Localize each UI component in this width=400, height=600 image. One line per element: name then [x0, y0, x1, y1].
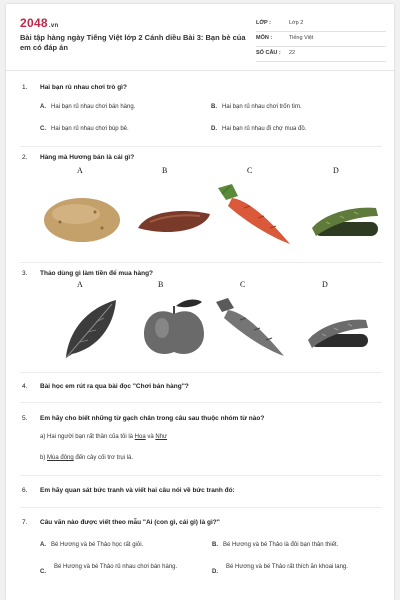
sentence-text: và — [145, 434, 156, 440]
sweet-potato-image[interactable] — [134, 204, 214, 240]
document-title: Bài tập hàng ngày Tiếng Việt lớp 2 Cánh diều Bài 3: Bạn bè của em có đáp án — [20, 33, 246, 52]
carrot-image[interactable] — [214, 182, 294, 248]
meta-row-subject — [256, 32, 386, 47]
meta-value: 22 — [289, 50, 296, 56]
header-divider — [6, 70, 394, 71]
cucumber-image[interactable] — [304, 316, 374, 356]
q1-option-b[interactable] — [211, 104, 302, 110]
option-letter: A. — [40, 104, 46, 110]
meta-key: LỚP : — [256, 20, 271, 26]
meta-value: Lớp 2 — [289, 20, 304, 26]
question-number: 2. — [22, 154, 28, 161]
q7-option-d[interactable] — [212, 562, 372, 584]
q1-option-a[interactable] — [40, 104, 135, 110]
q7-option-a[interactable] — [40, 542, 143, 548]
q3-label-b: B — [158, 280, 164, 289]
underlined-word: Mùa đông — [47, 455, 74, 461]
q5-sentence-b — [40, 455, 133, 461]
divider — [20, 402, 382, 403]
divider — [20, 475, 382, 476]
option-letter: D. — [211, 126, 217, 132]
q2-label-c: C — [247, 166, 253, 175]
question-text: Em hãy cho biết những từ gạch chân trong câu sau thuộc nhóm từ nào? — [40, 415, 265, 422]
divider — [20, 262, 382, 263]
question-number: 5. — [22, 415, 28, 422]
apple-image[interactable] — [138, 292, 210, 360]
option-letter: C. — [40, 126, 46, 132]
sentence-text: b) — [40, 455, 48, 461]
meta-key: MÔN : — [256, 35, 273, 41]
meta-panel — [256, 17, 386, 62]
option-text: Hai bạn rủ nhau chơi bán hàng. — [51, 104, 136, 110]
question-number: 3. — [22, 270, 28, 277]
q1-option-c[interactable] — [40, 126, 129, 132]
q2-label-b: B — [162, 166, 168, 175]
q5-sentence-a — [40, 434, 167, 440]
q2-label-a: A — [77, 166, 83, 175]
carrot-image[interactable] — [212, 296, 288, 360]
meta-key: SỐ CÂU : — [256, 50, 281, 56]
logo-suffix: .vn — [48, 23, 59, 29]
option-letter: B. — [212, 542, 218, 548]
option-text: Hai bạn rủ nhau chơi búp bê. — [51, 126, 129, 132]
divider — [20, 372, 382, 373]
question-text: Hai bạn rủ nhau chơi trò gì? — [40, 84, 127, 91]
option-text: Bé Hương và bé Thảo rất thích ăn khoai lang. — [226, 564, 348, 570]
option-text: Bé Hương và bé Thảo học rất giỏi. — [51, 542, 144, 548]
logo-text: 2048 — [20, 16, 48, 30]
q3-label-a: A — [77, 280, 83, 289]
q7-option-c[interactable] — [40, 562, 190, 584]
question-text: Câu văn nào được viết theo mẫu "Ai (con gì, cái gì) là gì?" — [40, 519, 220, 526]
option-text: Hai bạn rủ nhau chơi trốn tìm. — [222, 104, 302, 110]
q2-label-d: D — [333, 166, 339, 175]
divider — [20, 146, 382, 147]
sentence-text: a) Hai người bạn rất thân của tôi là — [40, 434, 135, 440]
option-letter: C. — [40, 569, 46, 575]
worksheet-page — [6, 4, 394, 600]
question-number: 4. — [22, 383, 28, 390]
option-letter: D. — [212, 569, 218, 575]
cucumber-image[interactable] — [306, 202, 386, 246]
option-letter: A. — [40, 542, 46, 548]
question-text: Em hãy quan sát bức tranh và viết hai câu nói về bức tranh đó: — [40, 487, 235, 494]
header — [6, 4, 394, 68]
potato-image[interactable] — [40, 192, 124, 248]
site-logo[interactable] — [20, 16, 58, 30]
question-number: 7. — [22, 519, 28, 526]
question-number: 1. — [22, 84, 28, 91]
option-text: Bé Hương và bé Thảo là đôi bạn thân thiết. — [223, 542, 339, 548]
question-number: 6. — [22, 487, 28, 494]
q3-label-d: D — [322, 280, 328, 289]
question-text: Thảo dùng gì làm tiền để mua hàng? — [40, 270, 154, 277]
q3-label-c: C — [240, 280, 246, 289]
q7-option-b[interactable] — [212, 542, 338, 548]
sentence-text: đến cây cối trơ trụi lá. — [73, 455, 133, 461]
option-text: Bé Hương và bé Thảo rủ nhau chơi bán hàng. — [54, 564, 178, 570]
underlined-word: Hoa — [134, 434, 146, 440]
meta-row-grade — [256, 17, 386, 32]
divider — [20, 507, 382, 508]
option-text: Hai bạn rủ nhau đi chợ mua đồ. — [222, 126, 307, 132]
option-letter: B. — [211, 104, 217, 110]
question-text: Hàng mà Hương bán là cái gì? — [40, 154, 135, 161]
underlined-word: Như — [155, 434, 168, 440]
meta-value: Tiếng Việt — [289, 35, 314, 41]
meta-row-count — [256, 47, 386, 62]
question-text: Bài học em rút ra qua bài đọc "Chơi bán hàng"? — [40, 383, 189, 390]
q1-option-d[interactable] — [211, 126, 306, 132]
leaf-image[interactable] — [62, 296, 120, 362]
